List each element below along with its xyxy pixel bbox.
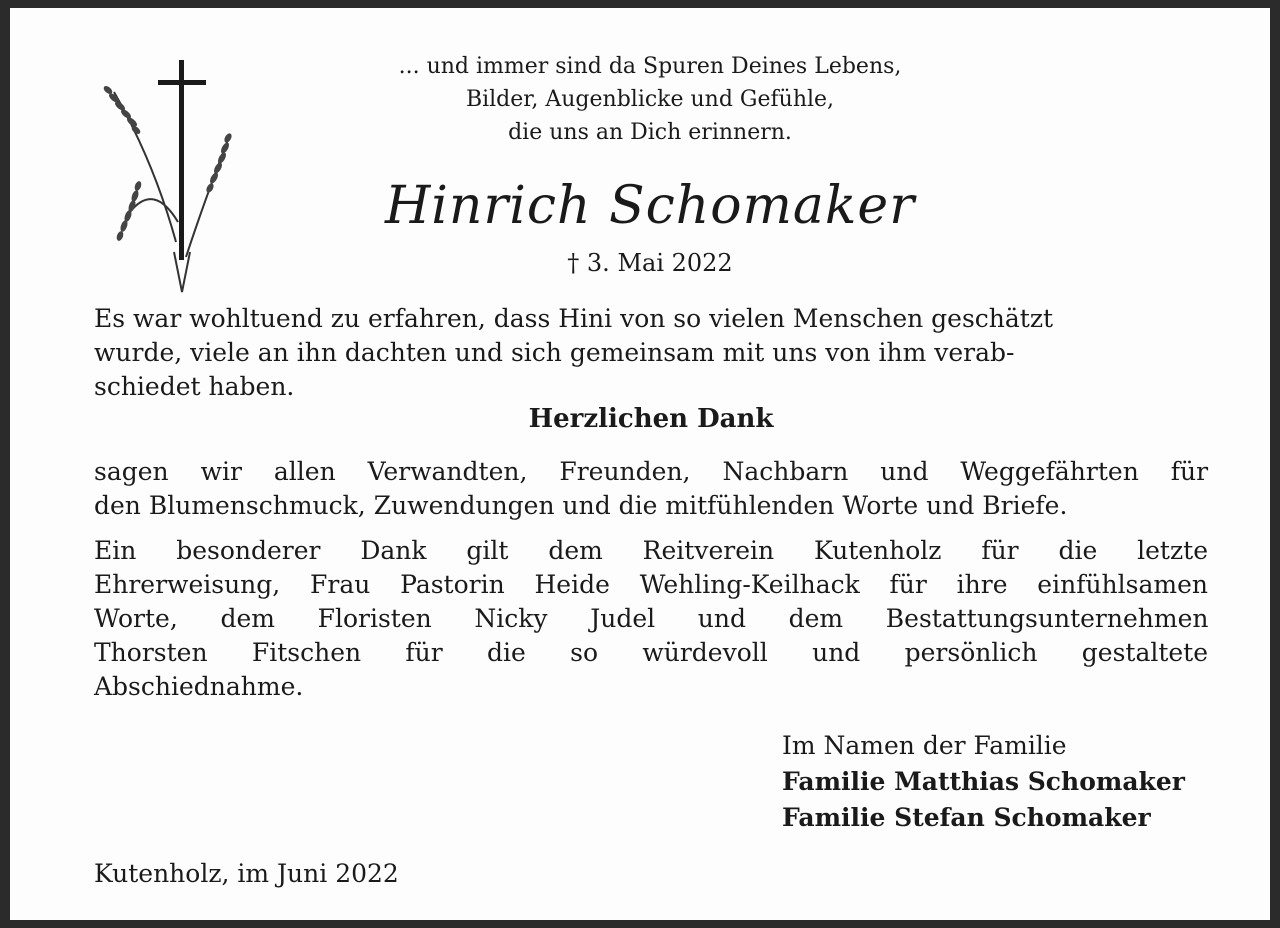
intro-paragraph — [94, 302, 1208, 404]
paragraph-line: Es war wohltuend zu erfahren, dass Hini von so vielen Menschen geschätzt — [94, 304, 1054, 333]
memorial-poem — [310, 50, 990, 149]
signature-family: Familie Stefan Schomaker — [782, 803, 1151, 832]
paragraph-line: Thorsten Fitschen für die so würdevoll und persönlich gestaltete — [94, 638, 1209, 667]
paragraph-line: Ein besonderer Dank gilt dem Reitverein Kutenholz für die letzte — [94, 536, 1208, 565]
poem-line: die uns an Dich erinnern. — [508, 120, 792, 145]
poem-line: Bilder, Augenblicke und Gefühle, — [465, 87, 835, 112]
paragraph-line: Ehrerweisung, Frau Pastorin Heide Wehling-Keilhack für ihre einfühlsamen — [94, 570, 1208, 599]
paragraph-line: sagen wir allen Verwandten, Freunden, Nachbarn und Weggefährten für — [94, 457, 1209, 486]
paragraph-line: schiedet haben. — [94, 372, 295, 401]
place-date: Kutenholz, im Juni 2022 — [94, 859, 399, 888]
thanks-heading: Herzlichen Dank — [528, 404, 774, 434]
cross-with-wheat-icon — [94, 52, 244, 297]
special-thanks-paragraph — [94, 534, 1208, 704]
signature-block — [782, 728, 1185, 836]
paragraph-line: den Blumenschmuck, Zuwendungen und die mitfühlenden Worte und Briefe. — [94, 491, 1068, 520]
paragraph-line: wurde, viele an ihn dachten und sich gemeinsam mit uns von ihm verab- — [94, 338, 1015, 367]
paragraph-line: Abschiednahme. — [94, 672, 304, 701]
signature-intro: Im Namen der Familie — [782, 731, 1067, 760]
deceased-name: Hinrich Schomaker — [384, 176, 916, 236]
signature-family: Familie Matthias Schomaker — [782, 767, 1185, 796]
poem-line: ... und immer sind da Spuren Deines Lebens, — [398, 54, 902, 79]
death-date: † 3. Mai 2022 — [567, 249, 733, 277]
paragraph-line: Worte, dem Floristen Nicky Judel und dem Bestattungsunternehmen — [94, 604, 1209, 633]
thanks-paragraph — [94, 455, 1208, 523]
